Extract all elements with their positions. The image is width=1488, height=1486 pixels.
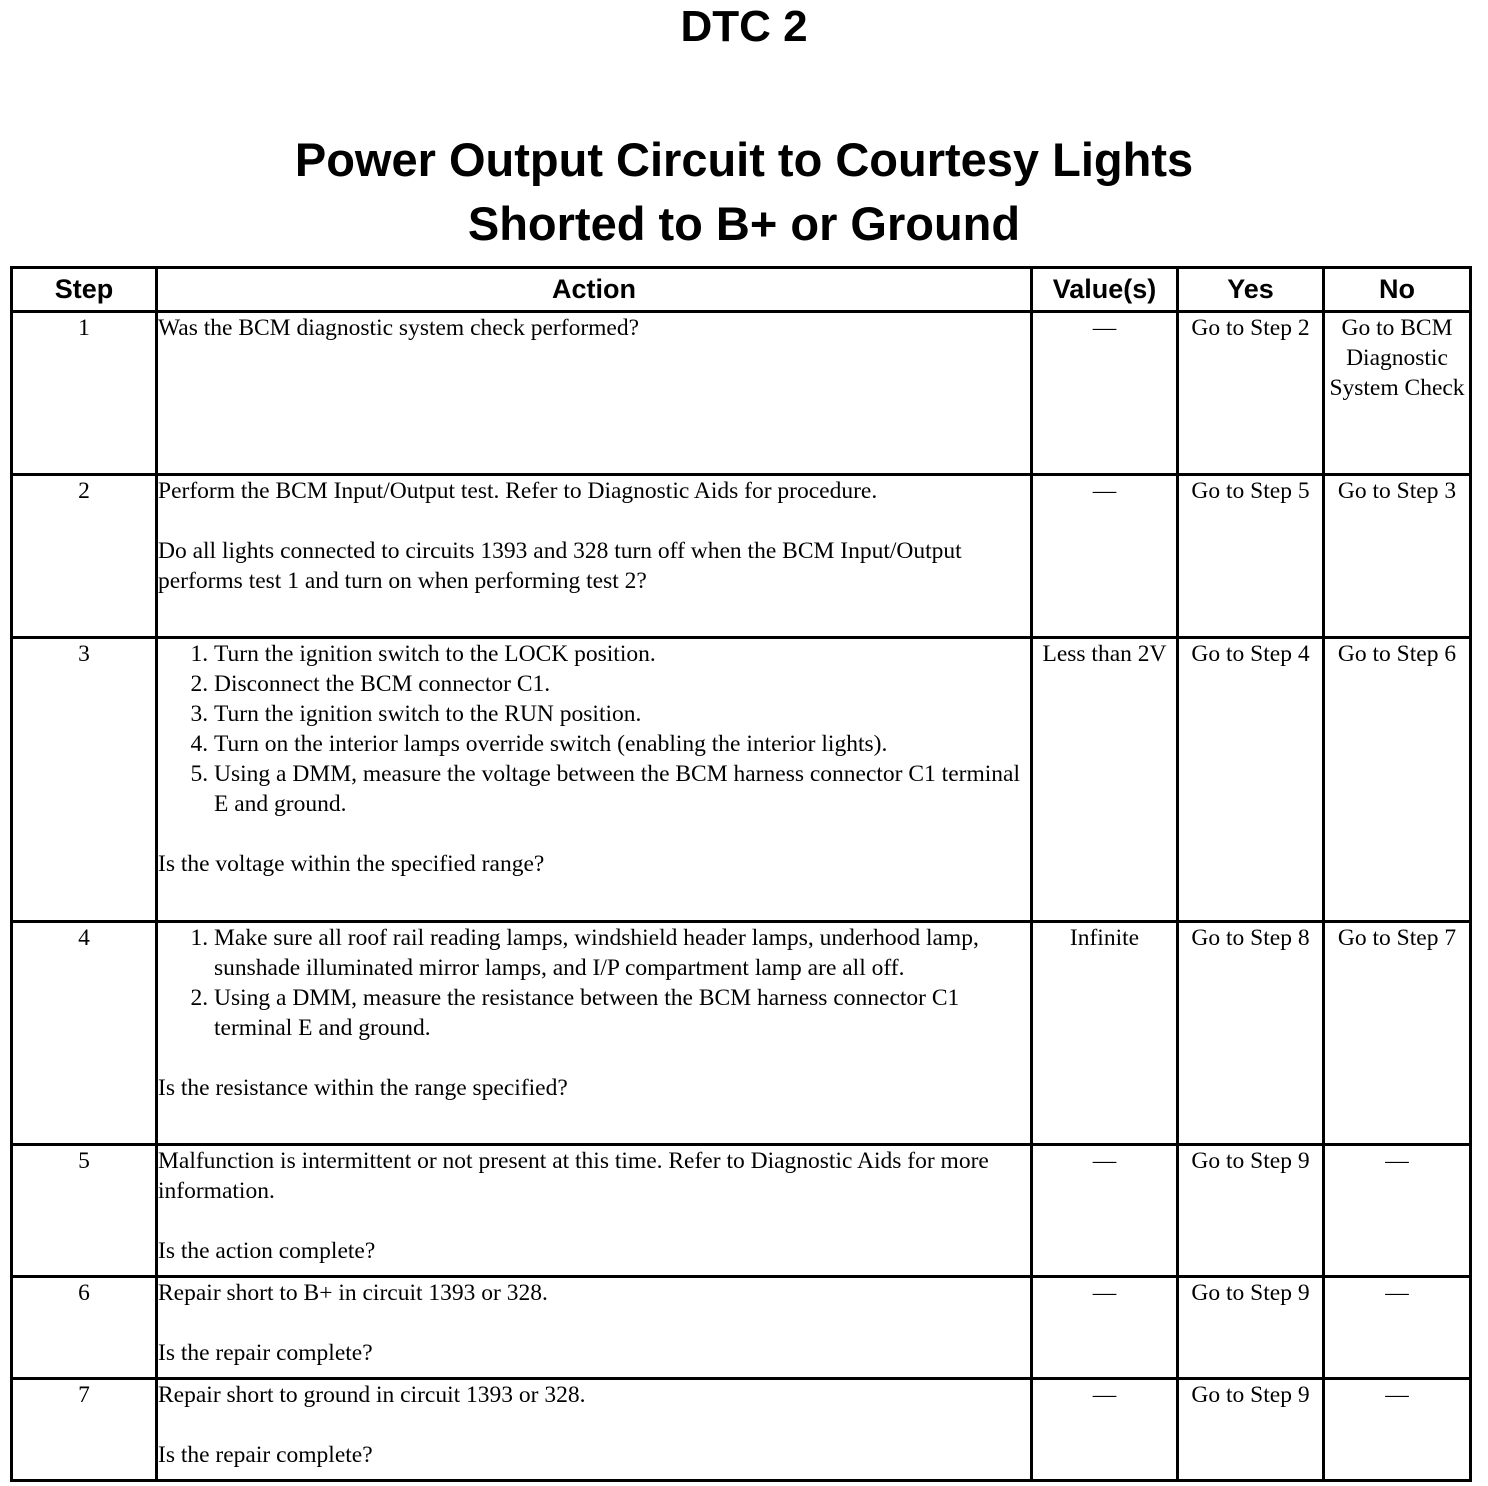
yes-cell: Go to Step 4 (1178, 638, 1324, 922)
title-line-1: Power Output Circuit to Courtesy Lights (294, 133, 1194, 186)
no-cell: — (1324, 1145, 1471, 1277)
yes-cell: Go to Step 8 (1178, 922, 1324, 1145)
title-line-2: Shorted to B+ or Ground (467, 197, 1021, 250)
action-cell (157, 1379, 1032, 1481)
action-question: Is the voltage within the specified range? (158, 851, 545, 877)
value-cell: — (1032, 1277, 1178, 1379)
action-question: Is the action complete? (158, 1238, 376, 1264)
step-number: 5 (12, 1145, 157, 1277)
action-question: Do all lights connected to circuits 1393 and 328 turn off when the BCM Input/Output performs test 1 and turn on when performing test 2? (158, 538, 962, 594)
action-cell (157, 638, 1032, 922)
table-row (12, 922, 1471, 1145)
action-steps-list (158, 639, 1030, 819)
action-step-item: 2. Disconnect the BCM connector C1. (214, 669, 1030, 699)
table-row (12, 1379, 1471, 1481)
action-step-item: 3. Turn the ignition switch to the RUN position. (214, 699, 1030, 729)
action-step-item: 5. Using a DMM, measure the voltage between the BCM harness connector C1 terminal E and ground. (214, 759, 1030, 819)
table-row (12, 638, 1471, 922)
value-cell: — (1032, 1379, 1178, 1481)
no-cell: Go to Step 6 (1324, 638, 1471, 922)
no-cell: — (1324, 1277, 1471, 1379)
action-text: Repair short to B+ in circuit 1393 or 328. (158, 1280, 548, 1306)
action-step-item: 1. Make sure all roof rail reading lamps, windshield header lamps, underhood lamp, sunshade illuminated mirror lamps, and I/P compartment lamp are all off. (214, 923, 1030, 983)
yes-cell: Go to Step 9 (1178, 1145, 1324, 1277)
value-cell: Infinite (1032, 922, 1178, 1145)
no-cell: Go to BCM Diagnostic System Check (1324, 312, 1471, 475)
action-steps-list (158, 923, 1030, 1043)
action-cell (157, 922, 1032, 1145)
no-cell: Go to Step 3 (1324, 475, 1471, 638)
table-row (12, 1277, 1471, 1379)
action-step-item: 1. Turn the ignition switch to the LOCK position. (214, 639, 1030, 669)
diagnostic-table (10, 266, 1472, 1482)
action-question: Is the repair complete? (158, 1340, 373, 1366)
action-question: Is the resistance within the range specified? (158, 1075, 568, 1101)
step-number: 2 (12, 475, 157, 638)
yes-cell: Go to Step 9 (1178, 1379, 1324, 1481)
action-cell (157, 1277, 1032, 1379)
column-header-step: Step (12, 268, 157, 312)
action-cell (157, 1145, 1032, 1277)
action-step-item: 2. Using a DMM, measure the resistance between the BCM harness connector C1 terminal E and ground. (214, 983, 1030, 1043)
value-cell: — (1032, 312, 1178, 475)
action-cell (157, 475, 1032, 638)
step-number: 1 (12, 312, 157, 475)
action-text: Was the BCM diagnostic system check performed? (158, 315, 640, 341)
action-text: Perform the BCM Input/Output test. Refer to Diagnostic Aids for procedure. (158, 478, 878, 504)
yes-cell: Go to Step 5 (1178, 475, 1324, 638)
action-text: Repair short to ground in circuit 1393 or 328. (158, 1382, 586, 1408)
header-row (12, 268, 1471, 312)
yes-cell: Go to Step 9 (1178, 1277, 1324, 1379)
step-number: 3 (12, 638, 157, 922)
action-step-item: 4. Turn on the interior lamps override switch (enabling the interior lights). (214, 729, 1030, 759)
value-cell: — (1032, 1145, 1178, 1277)
no-cell: Go to Step 7 (1324, 922, 1471, 1145)
action-question: Is the repair complete? (158, 1442, 373, 1468)
column-header-yes: Yes (1178, 268, 1324, 312)
step-number: 4 (12, 922, 157, 1145)
document-code: DTC 2 (680, 2, 808, 51)
table-row (12, 475, 1471, 638)
yes-cell: Go to Step 2 (1178, 312, 1324, 475)
step-number: 7 (12, 1379, 157, 1481)
value-cell: — (1032, 475, 1178, 638)
step-number: 6 (12, 1277, 157, 1379)
table-row (12, 312, 1471, 475)
value-cell: Less than 2V (1032, 638, 1178, 922)
no-cell: — (1324, 1379, 1471, 1481)
column-header-action: Action (157, 268, 1032, 312)
action-cell (157, 312, 1032, 475)
table-row (12, 1145, 1471, 1277)
column-header-values: Value(s) (1032, 268, 1178, 312)
action-text: Malfunction is intermittent or not present at this time. Refer to Diagnostic Aids for more information. (158, 1148, 989, 1204)
document-title (0, 128, 1488, 256)
column-header-no: No (1324, 268, 1471, 312)
